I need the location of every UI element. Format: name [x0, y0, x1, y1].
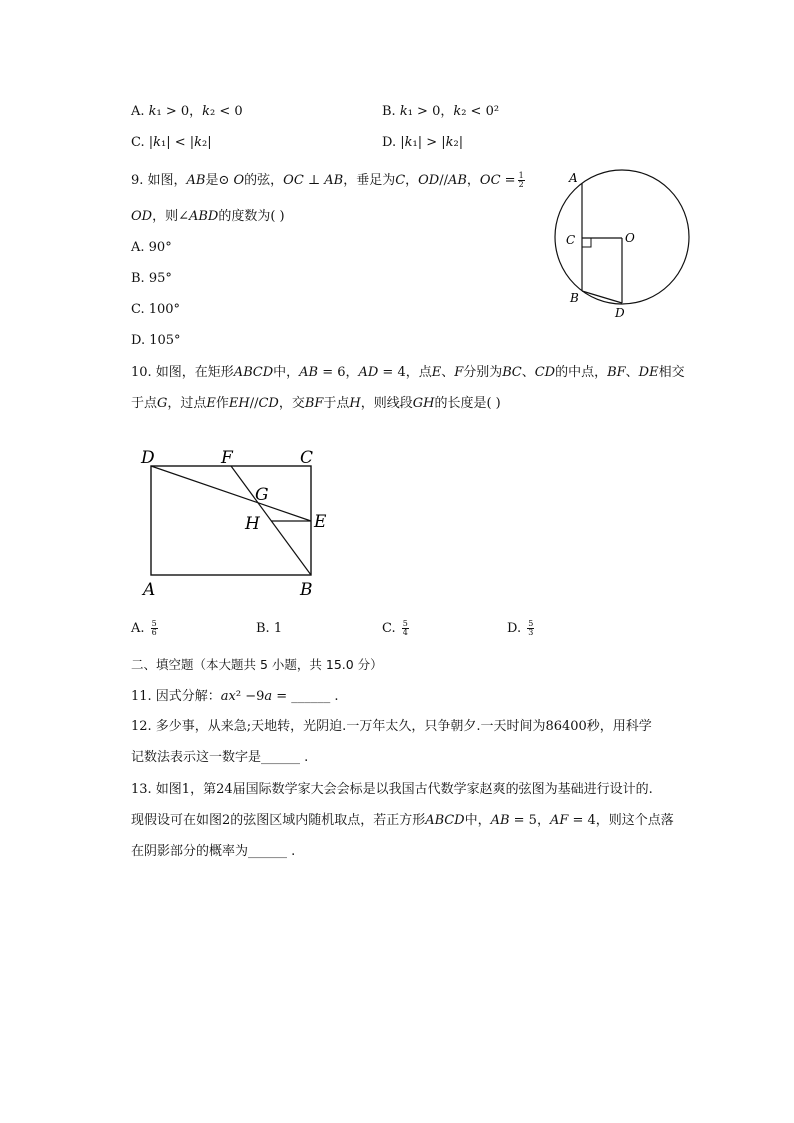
label-b: B — [570, 291, 579, 305]
q9-frac-num: 1 — [518, 171, 524, 180]
label-e: E — [314, 512, 327, 532]
q9-stem-line2: 𝑂𝐷，则∠𝐴𝐵𝐷的度数为( ) — [131, 209, 285, 224]
q10-option-a-prefix: A. — [131, 621, 145, 636]
frac-num: 5 — [402, 619, 408, 628]
q9-frac-den: 2 — [518, 180, 524, 189]
label-h: H — [245, 514, 260, 534]
q9-fraction — [518, 172, 525, 189]
q8-option-d: D. |𝑘₁| > |𝑘₂| — [382, 135, 464, 150]
q10-option-c-fraction — [402, 620, 409, 637]
q11-stem: 11. 因式分解：𝑎𝑥² −9𝑎 = ______ . — [131, 689, 339, 704]
frac-den: 4 — [402, 628, 408, 637]
q9-circle-figure — [550, 165, 700, 325]
frac-num: 5 — [528, 619, 534, 628]
q8-option-a: A. 𝑘₁ > 0，𝑘₂ < 0 — [131, 104, 243, 119]
q10-stem-line2: 于点𝐺，过点𝐸作𝐸𝐻//𝐶𝐷，交𝐵𝐹于点𝐻，则线段𝐺𝐻的长度是( ) — [131, 396, 501, 411]
label-a: A — [143, 580, 156, 600]
segment-de — [151, 466, 311, 521]
label-a: A — [569, 171, 578, 185]
q9-option-b: B. 95° — [131, 271, 172, 286]
frac-den: 6 — [151, 628, 157, 637]
q10-option-d — [507, 620, 536, 638]
right-angle-mark — [582, 238, 591, 247]
label-c: C — [300, 448, 314, 468]
q13-stem-line3: 在阴影部分的概率为______ . — [131, 844, 296, 859]
q13-stem-line2: 现假设可在如图2的弦图区域内随机取点，若正方形𝐴𝐵𝐶𝐷中，𝐴𝐵 = 5，𝐴𝐹 = 4，则这个点落 — [131, 813, 674, 828]
label-d: D — [141, 448, 155, 468]
q8-option-b: B. 𝑘₁ > 0，𝑘₂ < 0² — [382, 104, 500, 119]
q10-option-b: B. 1 — [256, 621, 283, 636]
frac-den: 3 — [528, 628, 534, 637]
label-d: D — [615, 306, 625, 320]
q10-rectangle-figure — [138, 443, 338, 603]
label-g: G — [255, 485, 269, 505]
label-f: F — [221, 448, 233, 468]
label-c: C — [566, 233, 576, 247]
q13-stem-line1: 13. 如图1，第24届国际数学家大会会标是以我国古代数学家赵爽的弦图为基础进行设计的. — [131, 782, 653, 797]
q8-option-c: C. |𝑘₁| < |𝑘₂| — [131, 135, 212, 150]
frac-num: 5 — [151, 619, 157, 628]
q10-stem-line1: 10. 如图，在矩形𝐴𝐵𝐶𝐷中，𝐴𝐵 = 6，𝐴𝐷 = 4，点𝐸、𝐹分别为𝐵𝐶、𝐶𝐷的中点，𝐵𝐹、𝐷𝐸相交 — [131, 365, 685, 380]
q10-option-d-fraction — [527, 620, 534, 637]
q9-option-a: A. 90° — [131, 240, 172, 255]
q9-stem-line1 — [131, 172, 527, 190]
q10-option-a — [131, 620, 160, 638]
q9-stem-text: 9. 如图，𝐴𝐵是⊙ 𝑂的弦，𝑂𝐶 ⊥ 𝐴𝐵，垂足为𝐶，𝑂𝐷//𝐴𝐵，𝑂𝐶 = — [131, 173, 516, 188]
q9-option-d: D. 105° — [131, 333, 181, 348]
q10-option-c-prefix: C. — [382, 621, 396, 636]
q10-option-a-fraction — [151, 620, 158, 637]
section-heading: 二、填空题（本大题共 5 小题，共 15.0 分） — [131, 657, 383, 672]
q12-stem-line2: 记数法表示这一数字是______ . — [131, 750, 309, 765]
q12-stem-line1: 12. 多少事，从来急;天地转，光阴迫.一万年太久，只争朝夕.一天时间为86400秒，用科学 — [131, 719, 652, 734]
label-b: B — [300, 580, 313, 600]
q10-option-d-prefix: D. — [507, 621, 522, 636]
q9-option-c: C. 100° — [131, 302, 181, 317]
q10-option-c — [382, 620, 411, 638]
label-o: O — [625, 231, 635, 245]
